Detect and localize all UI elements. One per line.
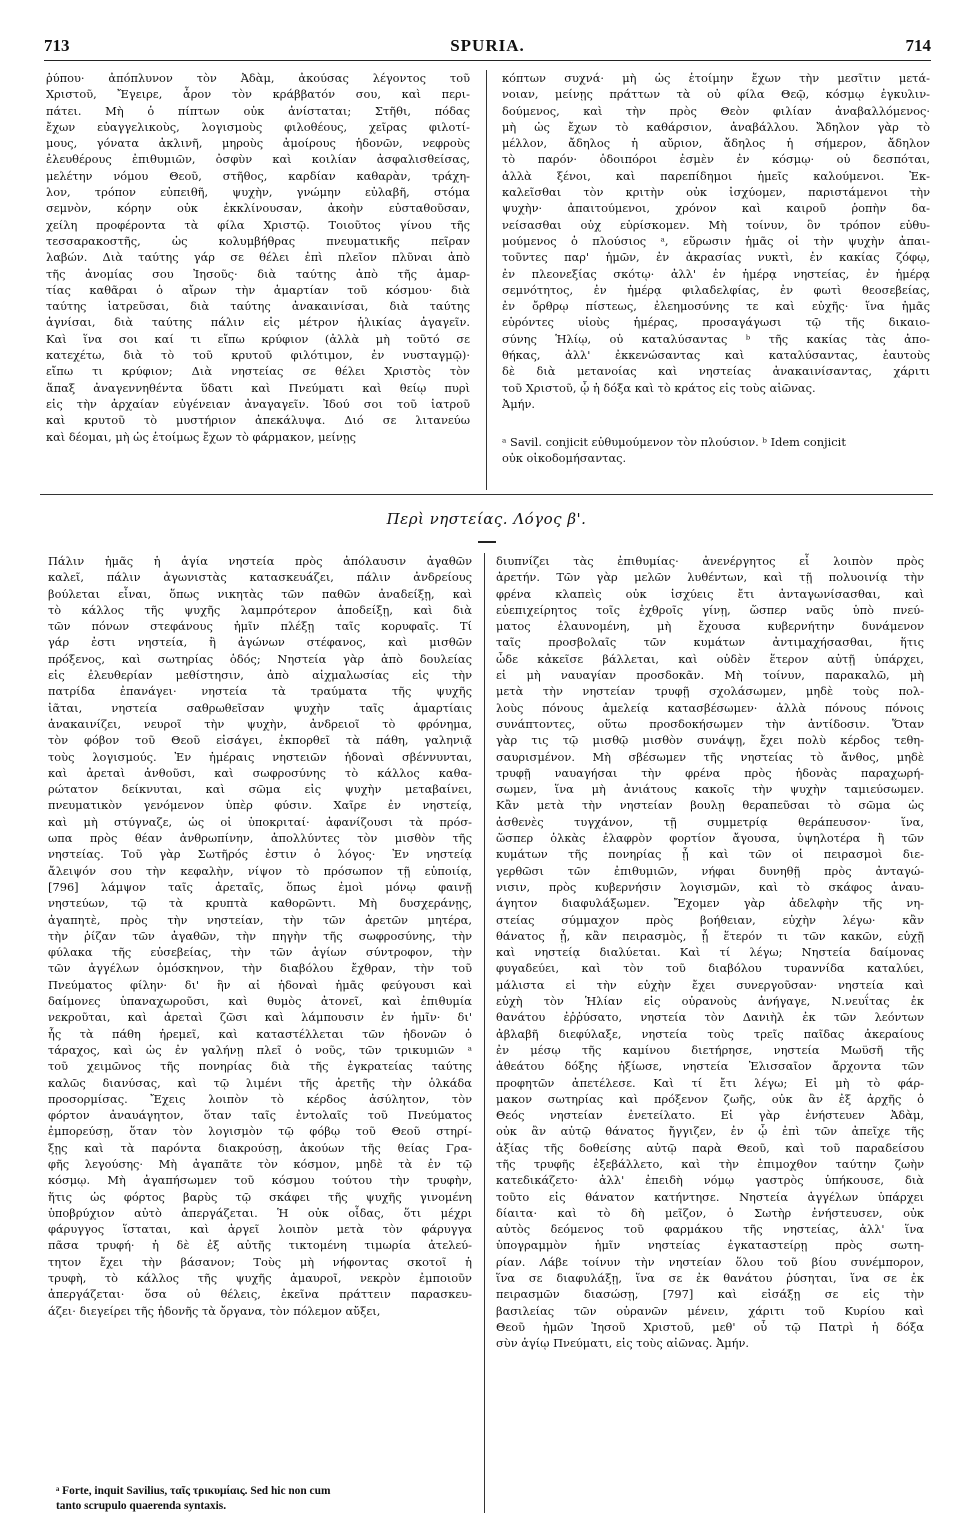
text-line: συνάπτοντες, οὕτω προσδοκήσωμεν τὴν ἀντίδοσιν. Ὅταν bbox=[496, 716, 924, 731]
text-line: προφητῶν ἀπετέλεσε. Καὶ τί ἔτι λέγω; Εἰ μὴ τὸ φάρ- bbox=[496, 1075, 924, 1090]
text-line: πάτει. Μὴ ὁ πίπτων οὐκ ἀνίσταται; Στῆθι, πόδας bbox=[46, 103, 470, 118]
text-line: τοῦ χειμῶνος τῆς πονηρίας διὰ τῆς ἐγκρατείας ταύτης bbox=[48, 1059, 472, 1074]
text-line: φυγαδεύει, καὶ τὸν τοῦ διαβόλου τυραννίδα καταλύει, bbox=[496, 961, 924, 976]
text-line: ἐν μέσῳ τῆς καμίνου διετήρησε, νηστεία Μωϋσῆ τῆς bbox=[496, 1042, 924, 1057]
text-line: Χριστοῦ, Ἔγειρε, ἆρον τὸν κράββατόν σου, καὶ περι- bbox=[46, 87, 470, 102]
text-line: τίας καθᾶραι ὁ αἴρων τὴν ἁμαρτίαν τοῦ κόσμου· διὰ bbox=[46, 282, 470, 297]
text-line: μετὰ τὴν νηστείαν τρυφῇ σχολάσωμεν, μηδὲ τοὺς πολ- bbox=[496, 684, 924, 699]
text-line: μακον σωτηρίας καὶ πρόξενον ζωῆς, οὐκ ἂν ἐξ ἀρχῆς ὁ bbox=[496, 1091, 924, 1106]
text-line: βούλεται εἶναι, ὅπως νικητὰς τῶν παθῶν ἀναδείξῃ, καὶ bbox=[48, 586, 472, 601]
text-line: τῆς τρυφῆς ἐξεβάλλετο, καὶ τὴν ἐπιμοχθον ταύτην ζωὴν bbox=[496, 1156, 924, 1171]
text-line: ρώτατον δείκνυται, καὶ σῶμα εἰς ψυχὴν μεταβαίνει, bbox=[48, 782, 472, 797]
text-line: κόσμῳ. Μὴ ἀγαπήσωμεν τοῦ κόσμου τούτου τὴν τρυφὴν, bbox=[48, 1173, 472, 1188]
text-line: διυπνίζει τὰς ἐπιθυμίας· ἀνενέργητος εἶ λοιπὸν πρὸς bbox=[496, 554, 924, 568]
text-line: εἰς τὴν ἀρχαίαν εὐγένειαν ἀναγαγεῖν. Ἰδού σοι τοῦ ἰατροῦ bbox=[46, 396, 470, 411]
footnote-line: οὐκ οἰκοδομήσαντας. bbox=[502, 451, 627, 465]
text-line: νεκροῦται, καὶ ἀρεταὶ ζῶσι καὶ λάμπουσιν ἐν ἡμῖν· δι' bbox=[48, 1010, 472, 1025]
text-line: ἀλλὰ ξένοι, καὶ παρεπίδημοι ἡμεῖς καλούμενοι. Ἐκ- bbox=[502, 168, 930, 183]
text-line: κυμάτων τῆς πονηρίας ᾖ καὶ τῶν οἱ πειρασμοὶ διε- bbox=[496, 847, 924, 862]
text-line: καὶ δέομαι, μὴ ὡς ἑτοίμως ἔχων τὸ φάρμακον, μείνῃς bbox=[46, 429, 357, 444]
text-line: καλῶς διανύσας, καὶ τῷ λιμένι τῆς ἀρετῆς τὴν ὁλκάδα bbox=[48, 1075, 472, 1090]
text-line: εὐχὴ τὸν Ἡλίαν εἰς οὐρανοὺς ἀνήγαγε, Ν.νευΐτας ἐκ bbox=[496, 994, 924, 1009]
text-line: χείλη προφέροντα τὰ φίλα Χριστῷ. Τοιοῦτος γίνου τῆς bbox=[46, 217, 470, 232]
text-line: πατρίδα ἐπανάγει· νηστεία τὰ τραύματα τῆς ψυχῆς bbox=[48, 684, 472, 699]
text-line: ματος ἐλαυνομένη, μὴ ἔχουσα κυβερνήτην δυνάμενον bbox=[496, 619, 924, 634]
text-line: ὥσπερ ὁλκὰς ἐλαφρὸν φορτίον ἄγουσα, ὑψηλοτέρα ἢ τῶν bbox=[496, 831, 924, 846]
text-line: κόπτων συχνά· μὴ ὡς ἑτοίμην ἔχων τὴν μεσῖτιν μετά- bbox=[502, 71, 930, 85]
text-line: σεμνὸν, κόρην οὐκ ἐκκλίνουσαν, ἀκοὴν εὐσταθοῦσαν, bbox=[46, 201, 470, 216]
text-line: σαυρισμένον. Μὴ σβέσωμεν τῆς νηστείας τὸ ἄνθος, μηδὲ bbox=[496, 749, 924, 764]
text-line: Πάλιν ἡμᾶς ἡ ἁγία νηστεία πρὸς ἀπόλαυσιν ἀγαθῶν bbox=[48, 554, 472, 568]
text-line: ἀθεάτου δόξης ἠξίωσε, νηστεία Ἐλισσαῖον ἄρχοντα τῶν bbox=[496, 1059, 924, 1074]
text-line: τὴν ῥίζαν τῶν ἀγαθῶν, τὴν πηγὴν τῆς σωφροσύνης, τὴν bbox=[48, 928, 472, 943]
text-line: δίαιτα· καὶ τὸ δὴ μεῖζον, ὁ Σωτὴρ ἐνήστευσεν, οὐκ bbox=[496, 1205, 924, 1220]
text-line: οὐκ ἂν αὐτῷ θάνατος ἤγγιζεν, ἐν ᾧ ἐπὶ τῶν ἀπεῖχε τῆς bbox=[496, 1124, 924, 1139]
text-line: Ἀμήν. bbox=[502, 396, 535, 411]
running-title: SPURIA. bbox=[450, 36, 525, 55]
text-line: ψυχὴν· ἀπαιτούμενοι, χρόνον καὶ καιροῦ ῥοπὴν δα- bbox=[502, 201, 930, 216]
bottom-right-column bbox=[496, 553, 924, 1513]
text-line: μέλλον, ἄδηλος ἡ αὔριον, ἄδηλος ἡ σήμερον, ἄδηλον bbox=[502, 136, 930, 151]
text-line: φόρτον ἀναυάγητον, ὅταν ταῖς ἐντολαῖς τοῦ Πνεύματος bbox=[48, 1108, 472, 1123]
text-line: τρυφὴ, τὸ κάλλος τῆς ψυχῆς ἀμαυροῖ, νεκρὸν ἐμποιοῦν bbox=[48, 1271, 472, 1286]
text-line: σὺν ἁγίῳ Πνεύματι, εἰς τοὺς αἰῶνας. Ἀμήν. bbox=[496, 1336, 750, 1351]
text-line: ἰᾶται, νηστεία σαθρωθεῖσαν ψυχὴν ταῖς ἁμαρτίαις bbox=[48, 700, 472, 715]
text-line: τῶν ἀγγέλων ὁμόσκηνον, τὴν διαβόλου ἔχθραν, τὴν τοῦ bbox=[48, 961, 472, 976]
text-line: βασιλείας τῶν οὐρανῶν μένειν, χάριτι τοῦ Κυρίου καὶ bbox=[496, 1303, 924, 1318]
text-line: δαίμονες ὑπαναχωροῦσι, καὶ θυμὸς ἀτονεῖ, καὶ ἐπιθυμία bbox=[48, 994, 472, 1009]
text-line: τῆς ἀνομίας σου Ἰησοῦς· διὰ ταύτης ἀπὸ τῆς ἁμαρ- bbox=[46, 266, 470, 281]
text-line: τεσσαρακοστῆς, ὡς κολυμβήθρας πνευματικῆς πεῖραν bbox=[46, 233, 470, 248]
footnote-line: ᵃ Savil. conjicit εὐθυμούμενον τὸν πλούσιον. ᵇ Idem conjicit bbox=[502, 435, 846, 449]
text-line: Κἂν μετὰ τὴν νηστείαν βουλῃ θεραπεῦσαι τὸ σῶμα ὡς bbox=[496, 798, 924, 813]
text-line: ἀσθενὲς τυγχάνον, τῇ συμμετρίᾳ θεράπευσον· ἵνα, bbox=[496, 814, 924, 829]
text-line: τὸν φόβον τοῦ Θεοῦ εἰσάγει, ἐκπορθεῖ τὰ πάθη, γαληνιᾷ bbox=[48, 733, 472, 748]
text-line: εἰς ἐλευθερίαν μεθίστησιν, ἀπὸ αἰχμαλωσίας εἰς τὴν bbox=[48, 668, 472, 683]
text-line: τὸ παρόν· ὁδοιπόροι ἐσμὲν ἐν κόσμῳ· οὐ δεσπόται, bbox=[502, 152, 930, 167]
text-line: δὲ διὰ μετανοίας καὶ νηστείας ἀνακαινίσαντας, χάριτι bbox=[502, 364, 930, 379]
text-line: μούμενος ὁ πλούσιος ᵃ, εὕρωσιν ἡμᾶς οἱ τὴν ψυχὴν ἀπαι- bbox=[502, 233, 930, 248]
text-line: ἀρετήν. Τῶν γὰρ μελῶν λυθέντων, καὶ τῇ πολυοινίᾳ τὴν bbox=[496, 570, 924, 585]
text-line: σύνης Ἡλίῳ, οὐ καταλύσαντας ᵇ τῆς κακίας τὰς ἀπο- bbox=[502, 331, 930, 346]
text-line: σεμνότητος, ἐν ἡμέρᾳ φιλαδελφίας, ἐν φωτὶ θεοσεβείας, bbox=[502, 282, 930, 297]
text-line: άγητον διαφυλάξωμεν. Ἔχομεν γὰρ ἀδελφὴν τῆς νη- bbox=[496, 896, 924, 911]
page-number-left: 713 bbox=[44, 36, 70, 55]
text-line: [796] λάμψον ταῖς ἀρεταῖς, ὅπως ἐμοὶ μόνῳ φαινῇ bbox=[48, 879, 472, 894]
text-line: Καὶ ἵνα σοι καί τι εἴπω κρύφιον (ἀλλὰ μὴ τοῦτό σε bbox=[46, 331, 470, 346]
text-line: ἐν ὄρθρῳ πίστεως, ἐλεημοσύνης τε καὶ εὐχῆς· ἵνα ἡμᾶς bbox=[502, 299, 930, 314]
text-line: κατεχέτω, διὰ τὸ τοῦ κρυτοῦ φιλότιμον, ἐν νυσταγμῷ)· bbox=[46, 348, 470, 363]
text-line: ἵνα σε διαφυλάξῃ, ἵνα σε ἐκ θανάτου ῥύσηται, ἵνα σε ἐκ bbox=[496, 1271, 924, 1286]
text-line: νηστείας. Τοῦ γὰρ Σωτῆρός ἐστιν ὁ λόγος· Ἐν νηστείᾳ bbox=[48, 847, 472, 862]
running-header bbox=[44, 34, 931, 61]
text-line: σωμεν, ἵνα μὴ ἀνιάτους κακοῖς τὴν ψυχὴν ταμιεύσωμεν. bbox=[496, 782, 924, 797]
text-line: πρόξενος, καὶ σωτηρίας ὁδός; Νηστεία γὰρ ἀπὸ δουλείας bbox=[48, 651, 472, 666]
text-line: τοὺς λογισμούς. Ἐν ἡμέραις νηστειῶν ἡδοναὶ σβέννυνται, bbox=[48, 749, 472, 764]
text-line: θανάτου ἐῤῥύσατο, νηστεία τὸν Δανιὴλ ἐκ τῶν λεόντων bbox=[496, 1010, 924, 1025]
text-line: λον, τρόπον εὐπειθῆ, ψυχὴν, γνώμην εὐλαβῆ, στόμα bbox=[46, 185, 470, 200]
text-line: καὶ κρυτοῦ τὸ μυστήριον ἀπεκάλυψα. Διό σε λιτανεύω bbox=[46, 413, 470, 428]
text-line: ταύτης ἰατρεῦσαι, διὰ ταύτης ἀνακαινίσαι, διὰ ταύτης bbox=[46, 299, 470, 314]
text-line: μους, γόνατα ἀκλινῆ, μηροὺς ἀμοίρους ἡδονῶν, νεφροὺς bbox=[46, 136, 470, 151]
text-line: καὶ ἀρεταὶ ἀνθοῦσι, καὶ σωφροσύνης τὸ κάλλος καθα- bbox=[48, 765, 472, 780]
text-line: ἀβλαβῆ διεφύλαξε, νηστεία τοὺς τρεῖς παῖδας ἀκεραίους bbox=[496, 1026, 924, 1041]
text-line: προσορμίσας. Ἔχεις λοιπὸν τὸ κέρδος ἀσύλητον, τὸν bbox=[48, 1091, 472, 1106]
text-line: γάρ ἐστι νηστεία, ἢ ἀγώνων στέφανος, καὶ μισθῶν bbox=[48, 635, 472, 650]
text-line: Πνεύματος φίλην· δι' ἣν αἱ ἡδοναὶ ἡμᾶς φεύγουσι καὶ bbox=[48, 977, 472, 992]
text-line: ἅπαξ ἀναγεννηθέντα ὕδατι καὶ Πνεύματι καὶ θείῳ πυρὶ bbox=[46, 380, 470, 395]
top-right-column bbox=[502, 70, 930, 440]
text-line: πνευματικὸν γενόμενον ὑπὲρ φύσιν. Χαῖρε ἐν νηστείᾳ, bbox=[48, 798, 472, 813]
text-line: λαβών. Διὰ ταύτης γάρ σε θέλει ἐπὶ πλεῖον πλῦναι ἀπὸ bbox=[46, 250, 470, 265]
text-line: καὶ μὴ στύγναζε, ὡς οἱ ὑποκριταί· ἀφανίζουσι τὰ πρόσ- bbox=[48, 814, 472, 829]
text-line: τάραχος, καὶ ὡς ἐν γαλήνῃ πλεῖ ὁ νοῦς, τῶν τρικυμιῶν ᵃ bbox=[48, 1042, 472, 1057]
text-line: πειρασμῶν διασώσῃ, [797] καὶ εἰσάξῃ σε εἰς τὴν bbox=[496, 1287, 924, 1302]
text-line: καλεῖσθαι τὸν κριτὴν οὐκ ἰσχύομεν, παριστάμενοι τὴν bbox=[502, 185, 930, 200]
text-line: γερθῶσι τῶν ἐπιθυμιῶν, νήφαι δυνηθῇ πρὸς ἀνταγώ- bbox=[496, 863, 924, 878]
text-line: ωπα πρὸς θέαν ἀνθρωπίνην, ἀπολλύντες τὸν μισθὸν τῆς bbox=[48, 831, 472, 846]
text-line: Θεοῦ ἡμῶν Ἰησοῦ Χριστοῦ, μεθ' οὗ τῷ Πατρὶ ἡ δόξα bbox=[496, 1319, 924, 1334]
footnote-line: ᵃ Forte, inquit Savilius, ταῖς τρικυμίαις. Sed hic non cum bbox=[56, 1485, 331, 1497]
text-line: φύλακα τῆς εὐσεβείας, τὴν τῶν ἁγίων σύντροφον, τὴν bbox=[48, 945, 472, 960]
text-line: ἐν πλεονεξίας σκότῳ· ἀλλ' ἐν ἡμέρᾳ νηστείας, ἐν ἡμέρᾳ bbox=[502, 266, 930, 281]
text-line: τοῦ Χριστοῦ, ᾧ ἡ δόξα καὶ τὸ κράτος εἰς τοὺς αἰῶνας. bbox=[502, 380, 816, 395]
text-line: ἐμπορεύσῃ, ὅταν τὸν λογισμὸν τῷ φόβῳ τοῦ Θεοῦ στηρί- bbox=[48, 1124, 472, 1139]
text-line: τοῦτο εἰς θάνατον κατήντησε. Νηστεία ἀγγέλων ὑπάρχει bbox=[496, 1189, 924, 1204]
text-line: μὴ ὡς ἔχων τὸ καθάρσιον, ἀναβάλλου. Ἄδηλον γὰρ τὸ bbox=[502, 119, 930, 134]
text-line: πᾶσα τρυφή· ἡ δὲ ἐξ αὐτῆς τικτομένη τιμωρία ἀτελεύ- bbox=[48, 1238, 472, 1253]
section-divider bbox=[40, 494, 933, 495]
text-line: εἴπω τι κρύφιον; Διὰ νηστείας σε θέλει Χριστὸς τὸν bbox=[46, 364, 470, 379]
column-divider-bottom bbox=[484, 553, 485, 1513]
text-line: ἀνακαινίζει, νευροῖ τὴν ψυχὴν, ἀνδρειοῖ τὸ φρόνημα, bbox=[48, 716, 472, 731]
text-line: ῥύπου· ἀπόπλυνον τὸν Ἀδὰμ, ἀκούσας λέγοντος τοῦ bbox=[46, 71, 470, 85]
text-line: ἔχων εὐαγγελικοὺς, λογισμοὺς φιλοθέους, χεῖρας φιλοτί- bbox=[46, 119, 470, 134]
text-line: ξῃς καὶ τὰ παρόντα διακρούσῃ, ἀκούων τῆς θείας Γρα- bbox=[48, 1140, 472, 1155]
text-line: θήκας, ἀλλ' ἐκκενώσαντας καὶ καταλύσαντας, ἑαυτοὺς bbox=[502, 348, 930, 363]
text-line: ἧς τὰ πάθη ἠρεμεῖ, καὶ καταστέλλεται τῶν ἡδονῶν ὁ bbox=[48, 1026, 472, 1041]
text-line: εἰ μὴ ναυαγίαν προσδοκᾶν. Μὴ τοίνυν, παρακαλῶ, μὴ bbox=[496, 668, 924, 683]
text-line: ἁγνίσαι, διὰ ταύτης πάλιν εἰς μέτρον ἡλικίας ἀγαγεῖν. bbox=[46, 315, 470, 330]
bottom-left-footnote bbox=[56, 1484, 476, 1514]
text-line: αὐτὸς δεόμενος τοῦ φαρμάκου τῆς νηστείας, ἀλλ' ἵνα bbox=[496, 1222, 924, 1237]
text-line: καλεῖ, πάλιν ἀγωνιστὰς κατασκευάζει, πάλιν ἀνδρείους bbox=[48, 570, 472, 585]
text-line: ρίαν. Λάβε τοίνυν τὴν νηστείαν ὅλου τοῦ βίου συνέμπορον, bbox=[496, 1254, 924, 1269]
text-line: φρένα κλαπεὶς οὐκ ἰσχύεις ἔτι ἀνταγωνίσασθαι, καὶ bbox=[496, 586, 924, 601]
text-line: ταῖς προσβολαῖς τῶν κυμάτων ἀντιμαχήσασθαι, ἥτις bbox=[496, 635, 924, 650]
text-line: ὑποβρύχιον αὐτὸ ἀπεργάζεται. Ἡ οὐκ οἶδας, ὅτι μέχρι bbox=[48, 1205, 472, 1220]
text-line: νισιν, πρὸς κυβερνήσιν λογισμῶν, καὶ τὸ σκάφος ἀναυ- bbox=[496, 879, 924, 894]
text-line: λοὺς πόνους ἀμελείᾳ κατασβέσωμεν· ἀλλὰ πόνους πόνοις bbox=[496, 700, 924, 715]
top-left-column bbox=[46, 70, 470, 490]
text-line: άζει· διεγείρει τῆς ἡδονῆς τὰ ὄργανα, τὸν πόλεμον αὔξει, bbox=[48, 1303, 381, 1318]
text-line: Θεός νηστείαν ἐνετείλατο. Εἰ γὰρ ἐνήστευεν Ἀδὰμ, bbox=[496, 1108, 924, 1123]
text-line: γὰρ τις τῷ μισθῷ μισθὸν συνάψῃ, ἔχει πολὺ κέρδος τεθη- bbox=[496, 733, 924, 748]
text-line: ἥτις ὡς φόρτος βαρὺς τῷ σκάφει τῆς ψυχῆς γινομένη bbox=[48, 1189, 472, 1204]
text-line: ἐλευθέρους ἐπιθυμιῶν, ὀσφὺν καὶ κοιλίαν ἀσφαλισθείσας, bbox=[46, 152, 470, 167]
text-line: ὧδε κἀκεῖσε βάλλεται, καὶ οὐδὲν ἕτερον αὐτῇ ὑπάρχει, bbox=[496, 651, 924, 666]
text-line: τὸ κάλλος τῆς ψυχῆς λαμπρότερον ἀποδείξῃ, καὶ διὰ bbox=[48, 602, 472, 617]
page-number-right: 714 bbox=[905, 36, 931, 55]
text-line: τῶν πόνων στεφάνους ἡμῖν πλέξῃ ταῖς κορυφαῖς. Τί bbox=[48, 619, 472, 634]
footnote-line: tanto scrupulo quaerenda syntaxis. bbox=[56, 1500, 227, 1512]
text-line: ἄλειψόν σου τὴν κεφαλὴν, νίψον τὸ πρόσωπον τῇ εὐποιίᾳ, bbox=[48, 863, 472, 878]
title-dash bbox=[478, 541, 496, 543]
text-line: νείσασθαι οὐχ εὑρίσκομεν. Μὴ τοίνυν, ὃν τρόπον εὐθυ- bbox=[502, 217, 930, 232]
text-line: μελέτην νόμου Θεοῦ, στῆθος, καρδίαν καθαρὰν, τράχη- bbox=[46, 168, 470, 183]
text-line: φῆς λεγούσης· Μὴ ἀγαπᾶτε τὸν κόσμον, μηδὲ τὰ ἐν τῷ bbox=[48, 1156, 472, 1171]
text-line: τρυφῇ ναυαγήσαι τὴν φρένα πρὸς ἡδονὰς παραχωρή- bbox=[496, 765, 924, 780]
text-line: ἀγαπητὲ, πρὸς τὴν νηστείαν, τὴν τῶν ἀρετῶν μητέρα, bbox=[48, 912, 472, 927]
text-line: φάρυγγος ἵσταται, καὶ ἀργεῖ λοιπὸν μετὰ τὸν φάρυγγα bbox=[48, 1222, 472, 1237]
text-line: εὐεπιχείρητος τοῖς ἐχθροῖς γίνῃ, ὥσπερ ναῦς ὑπὸ πνεύ- bbox=[496, 602, 924, 617]
text-line: δούμενος, καὶ τὴν πρὸς Θεὸν φιλίαν ἀναβαλλόμενος· bbox=[502, 103, 930, 118]
bottom-left-column bbox=[48, 553, 472, 1493]
text-line: νηστεύων, τῷ τὰ κρυπτὰ καθορῶντι. Μὴ δυσχεράνῃς, bbox=[48, 896, 472, 911]
text-line: ἀπεργάζεται· ὅσα οὐ θέλεις, ἐκεῖνα πράττειν παρασκευ- bbox=[48, 1287, 472, 1302]
text-line: τοῦντες παρ' ἡμῶν, ἐν ἀκρασίας νυκτὶ, ἐν κακίας ζόφῳ, bbox=[502, 250, 930, 265]
text-line: θάνατος ᾖ, κἂν πειρασμὸς, ᾖ ἕτερόν τι τῶν κακῶν, εὐχῇ bbox=[496, 928, 924, 943]
top-right-footnote bbox=[502, 434, 932, 466]
column-divider-top bbox=[486, 70, 487, 490]
text-line: στείας σύμμαχον πρὸς βοήθειαν, εὐχὴν λέγω· κἂν bbox=[496, 912, 924, 927]
text-line: καὶ νηστείᾳ διαλύεται. Καὶ τί λέγω; Νηστεία δαίμονας bbox=[496, 945, 924, 960]
text-line: κατεδικάζετο· ἀλλ' ἐπειδὴ νόμῳ γαστρὸς ὑπήκουσε, διὰ bbox=[496, 1173, 924, 1188]
text-line: τητον ἔχει τὴν βάσανον; Τοὺς μὴ νήφοντας σκοτοῖ ἡ bbox=[48, 1254, 472, 1269]
text-line: εὑρόντες υἱοὺς ἡμέρας, προσαγάγωσι τῷ τῆς δικαιο- bbox=[502, 315, 930, 330]
text-line: μάλιστα εἰ τὴν εὐχὴν ἔχει συνεργοῦσαν· νηστεία καὶ bbox=[496, 977, 924, 992]
text-line: ὑπογραμμὸν ἡμῖν νηστείας ἐγκαταστείρῃ πρὸς σωτη- bbox=[496, 1238, 924, 1253]
text-line: ἀξίας τῆς δοθείσης αὐτῷ παρὰ Θεοῦ, καὶ τοῦ παραδείσου bbox=[496, 1140, 924, 1155]
section-title: Περὶ νηστείας. Λόγος β'. bbox=[386, 510, 587, 528]
text-line: νοιαν, μείνῃς πράττων τὰ οὐ φίλα Θεῷ, κόσμῳ ἐγκυλιν- bbox=[502, 87, 930, 102]
